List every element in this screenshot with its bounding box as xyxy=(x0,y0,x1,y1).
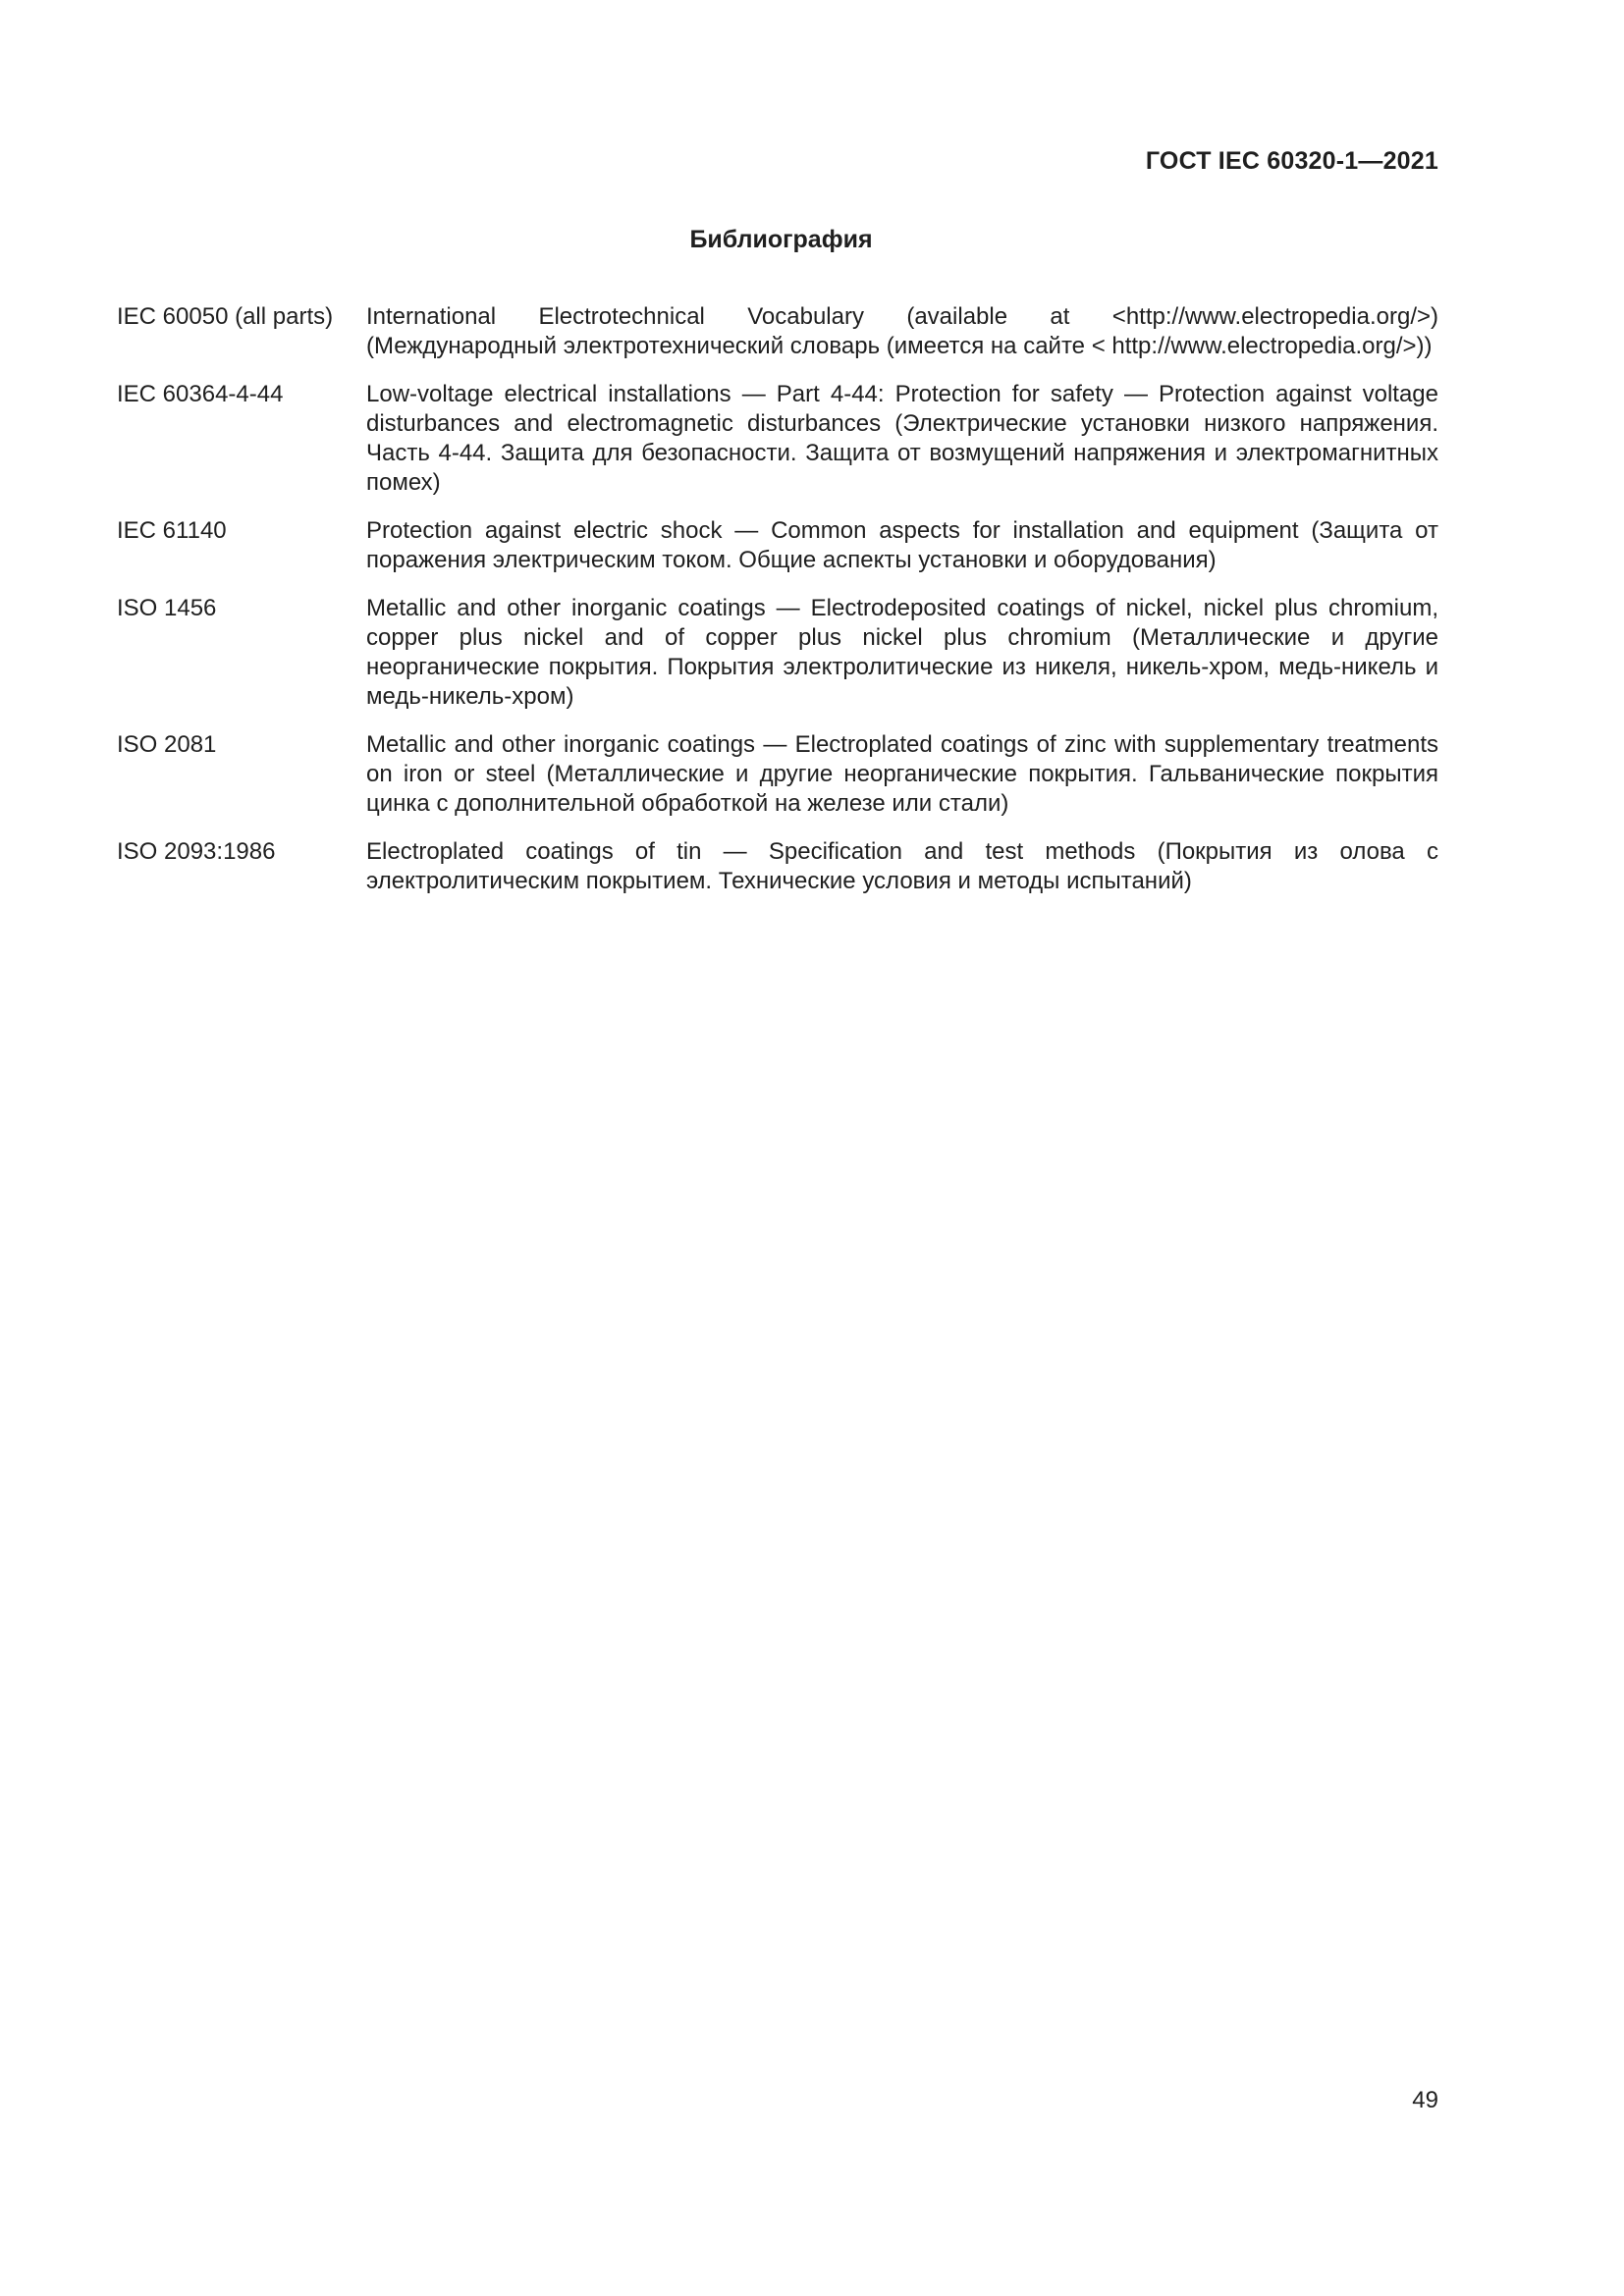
bibliography-reference: ISO 2093:1986 xyxy=(117,838,276,865)
bibliography-description: Metallic and other inorganic coatings — Electroplated coatings of zinc with supplementary treatments on iron or steel (Металлические и другие неорганические покрытия. Гальванические покрытия цинка с дополнительной обработкой на железе или стали) xyxy=(366,731,1438,817)
bibliography-description: Low-voltage electrical installations — Part 4-44: Protection for safety — Protection against voltage disturbances and electromagnetic disturbances (Электрические установки низкого напряжения. Часть 4-44. Защита для безопасности. Защита от возмущений напряжения и электромагнитных помех) xyxy=(366,381,1438,496)
bibliography-reference: ISO 2081 xyxy=(117,731,217,758)
bibliography-description: Protection against electric shock — Common aspects for installation and equipment (Защита от поражения электрическим током. Общие аспекты установки и оборудования) xyxy=(366,517,1438,573)
bibliography-entry xyxy=(117,837,1438,896)
bibliography-description: Metallic and other inorganic coatings — Electrodeposited coatings of nickel, nickel plus chromium, copper plus nickel and of copper plus nickel plus chromium (Металлические и другие неорганические покрытия. Покрытия электролитические из никеля, никель-хром, медь-никель и медь-никель-хром) xyxy=(366,595,1438,710)
bibliography-entry xyxy=(117,302,1438,361)
bibliography-entry xyxy=(117,594,1438,712)
bibliography-reference: IEC 60050 (all parts) xyxy=(117,303,334,330)
bibliography-entry xyxy=(117,730,1438,819)
page-number: 49 xyxy=(1412,2087,1438,2113)
bibliography-entry xyxy=(117,380,1438,498)
bibliography-reference: IEC 61140 xyxy=(117,517,227,544)
bibliography-reference: IEC 60364-4-44 xyxy=(117,381,284,407)
bibliography-reference: ISO 1456 xyxy=(117,595,217,621)
document-header: ГОСТ IEC 60320-1—2021 xyxy=(1145,147,1438,175)
section-title: Библиография xyxy=(689,226,873,253)
bibliography-description: Electroplated coatings of tin — Specification and test methods (Покрытия из олова с электролитическим покрытием. Технические условия и методы испытаний) xyxy=(366,838,1438,894)
bibliography-entry xyxy=(117,516,1438,575)
bibliography-list xyxy=(117,302,1438,915)
bibliography-description: International Electrotechnical Vocabulary (available at <http://www.electropedia.org/>) (Международный электротехнический словарь (имеется на сайте < http://www.electropedia.org/>)) xyxy=(366,303,1438,359)
